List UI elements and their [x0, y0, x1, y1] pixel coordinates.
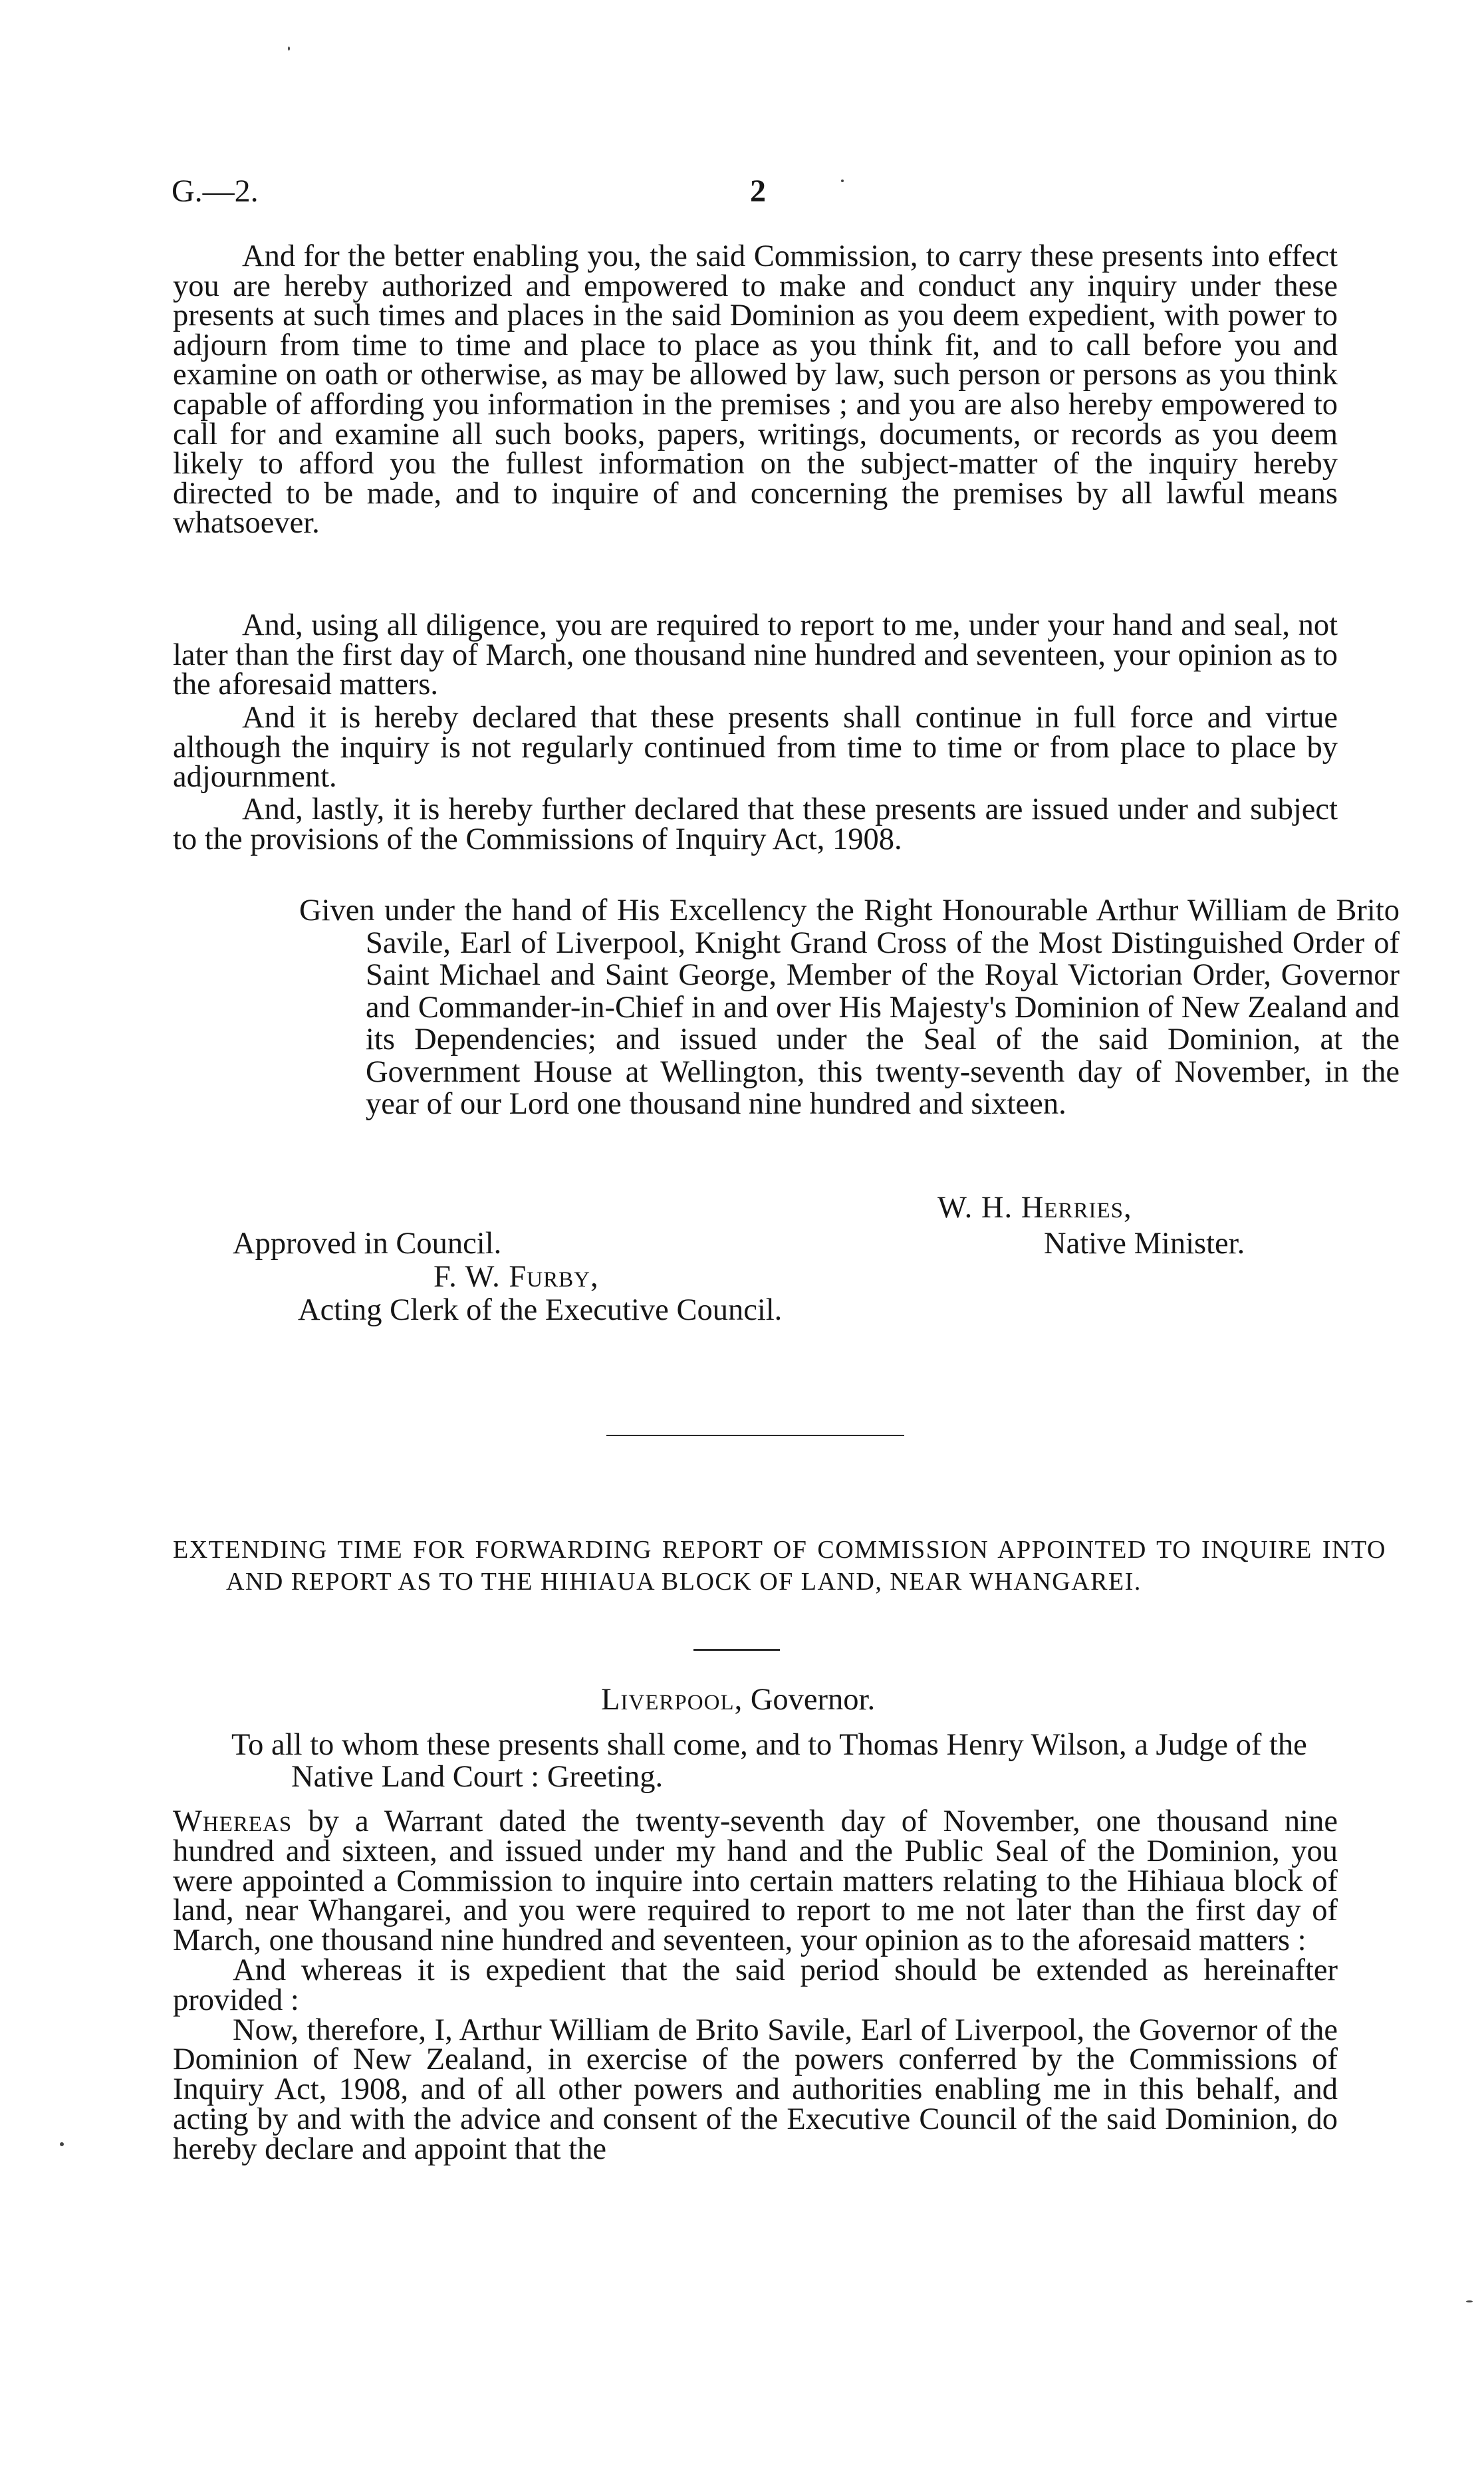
- now-therefore-paragraph: Now, therefore, I, Arthur William de Brito Savile, Earl of Liverpool, the Governor of the Dominion of New Zealand, in exercise of the powers conferred by the Commissions of Inquiry Act, 1908, and of all other powers and authorities enabling me in this behalf, and acting by and with the advice and consent of the Executive Council of the said Dominion, do hereby declare and appoint that the: [173, 2013, 1338, 2166]
- approved-in-council: Approved in Council.: [233, 1227, 502, 1261]
- governor-title: Governor.: [750, 1683, 876, 1717]
- scan-speck: [288, 47, 290, 51]
- whereas-text: by a Warrant dated the twenty-seventh day of November, one thousand nine hundred and sixteen, and issued under my hand and the Public Seal of the Dominion, you were appointed a Commission to inquire into certain matters relating to the Hihiaua block of land, near Whangarei, and you were required to report to me not later than the first day of March, one thousand nine hundred and seventeen, your opinion as to the aforesaid matters :: [173, 1804, 1338, 1958]
- scan-speck: [1466, 2300, 1473, 2302]
- paragraph-report-deadline: And, using all diligence, you are required to report to me, under your hand and seal, not later than the first day of March, one thousand nine hundred and seventeen, your opinion as to the aforesaid matters.: [173, 608, 1338, 702]
- minister-title: Native Minister.: [1044, 1227, 1245, 1261]
- whereas-lead: Whereas: [173, 1804, 293, 1838]
- section-heading: EXTENDING TIME FOR FORWARDING REPORT OF COMMISSION APPOINTED TO INQUIRE INTO AND REPORT AS TO THE HIHIAUA BLOCK OF LAND, NEAR WHANGAREI.: [173, 1536, 1386, 1596]
- whereas-section: [173, 1804, 1338, 2166]
- paragraph-powers: And for the better enabling you, the said Commission, to carry these presents into effect you are hereby authorized and empowered to make and conduct any inquiry under these presents at such times and places in the said Dominion as you deem expedient, with power to adjourn from time to time and place to place as you think fit, and to call before you and examine on oath or otherwise, as may be allowed by law, such person or persons as you think capable of affording you information in the premises ; and you are also hereby empowered to call for and examine all such books, papers, writings, documents, or records as you deem likely to afford you the fullest information on the subject-matter of the inquiry hereby directed to be made, and to inquire of and concerning the premises by all lawful means whatsoever.: [173, 239, 1338, 541]
- whereas-paragraph: [173, 1804, 1338, 1958]
- paragraph-continuance: And it is hereby declared that these presents shall continue in full force and virtue although the inquiry is not regularly continued from time to time or from place to place by adjournment.: [173, 701, 1338, 795]
- given-under-hand-clause: Given under the hand of His Excellency the Right Honourable Arthur William de Brito Savile, Earl of Liverpool, Knight Grand Cross of the Most Distinguished Order of Saint Michael and Saint George, Member of the Royal Victorian Order, Governor and Commander-in-Chief in and over His Majesty's Dominion of New Zealand and its Dependencies; and issued under the Seal of the said Dominion, at the Government House at Wellington, this twenty-seventh day of November, in the year of our Lord one thousand nine hundred and sixteen.: [299, 894, 1400, 1121]
- scan-speck: [841, 180, 844, 182]
- minister-signature: W. H. Herries,: [937, 1191, 1132, 1225]
- governor-line: [601, 1683, 875, 1717]
- document-reference: G.—2.: [172, 174, 259, 209]
- page-number: 2: [750, 174, 766, 209]
- paragraph-provisions: And, lastly, it is hereby further declared that these presents are issued under and subject to the provisions of the Commissions of Inquiry Act, 1908.: [173, 793, 1338, 856]
- greeting: To all to whom these presents shall come, and to Thomas Henry Wilson, a Judge of the Native Land Court : Greeting.: [231, 1728, 1307, 1794]
- heading-divider: [693, 1649, 780, 1651]
- governor-name: Liverpool,: [601, 1683, 743, 1717]
- clerk-title: Acting Clerk of the Executive Council.: [298, 1293, 783, 1327]
- clerk-signature: F. W. Furby,: [433, 1260, 599, 1294]
- whereas-extension-paragraph: And whereas it is expedient that the said period should be extended as hereinafter provided :: [173, 1953, 1338, 2017]
- section-divider: [606, 1435, 904, 1436]
- scan-speck: [60, 2142, 64, 2146]
